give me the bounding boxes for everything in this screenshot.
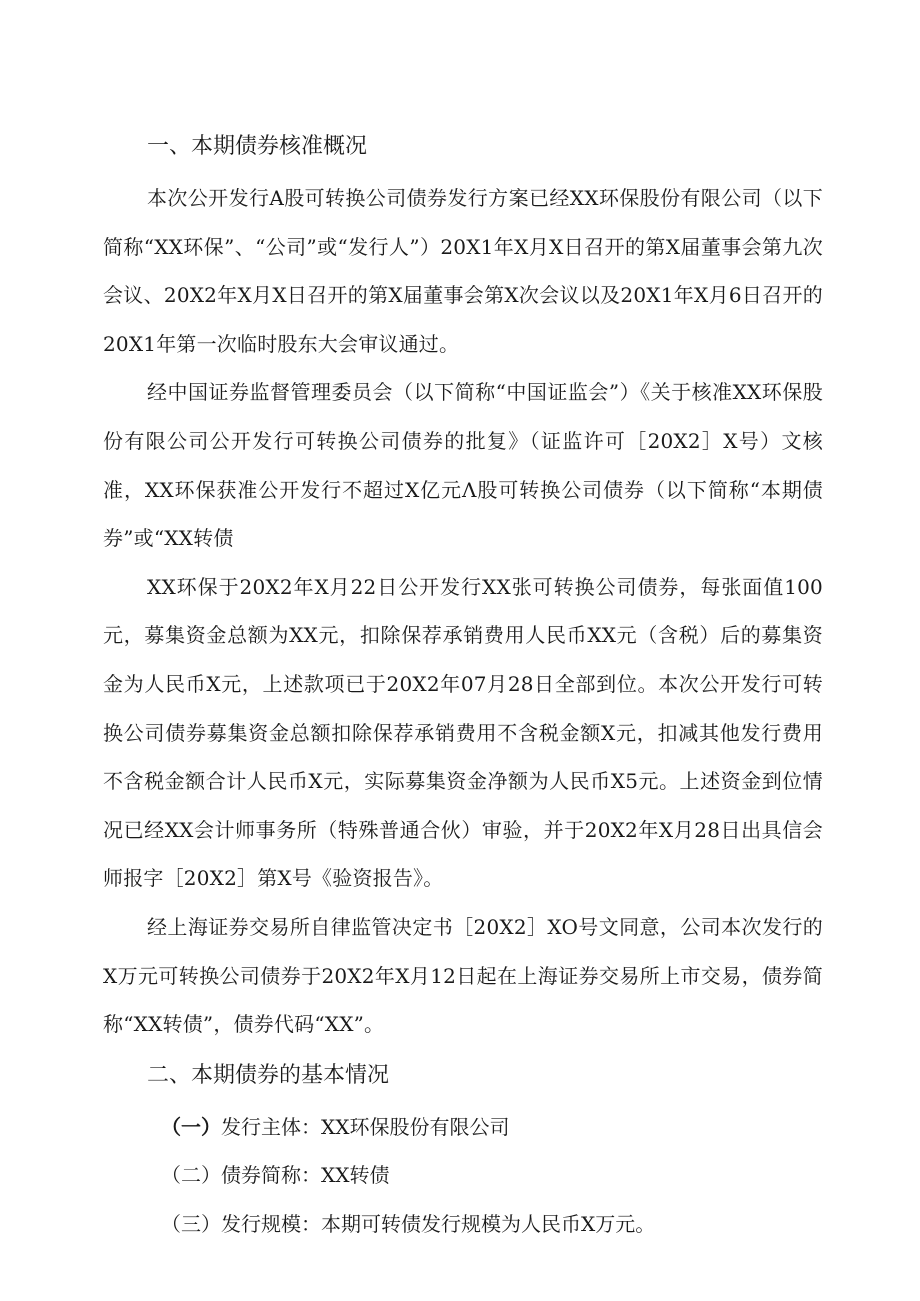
list-item-bond-short-name (103, 1151, 823, 1200)
section-heading-approval: 一、本期债券核准概况 (147, 134, 368, 159)
paragraph-listing: 经上海证券交易所自律监管决定书［20X2］XO号文同意，公司本次发行的X万元可转换公司债券于20X2年X月12日起在上海证券交易所上市交易，债券简称“XX转债”，债券代码“XX”。 (103, 914, 823, 1037)
paragraph-issuance-approval: 本次公开发行A股可转换公司债券发行方案已经XX环保股份有限公司（以下简称“XX环保”、“公司”或“发行人”）20X1年X月X日召开的第X届董事会第九次会议、20X2年X月X日召开的第X届董事会第X次会议以及20X1年X月6日召开的20X1年第一次临时股东大会审议通过。 (103, 186, 823, 356)
list-item-label: （一） (161, 1114, 221, 1139)
list-item-issue-size (103, 1200, 823, 1249)
list-item-label: （三） (161, 1211, 221, 1236)
list-item-text: 债券简称：XX转债 (221, 1163, 390, 1188)
list-item-text: 发行规模：本期可转债发行规模为人民币X万元。 (221, 1211, 656, 1236)
list-item-label: （二） (161, 1163, 221, 1188)
document-body (103, 120, 823, 1248)
paragraph-fund-raising: XX环保于20X2年X月22日公开发行XX张可转换公司债券，每张面值100元，募集资金总额为XX元，扣除保荐承销费用人民币XX元（含税）后的募集资金为人民币X元，上述款项已于20X2年07月28日全部到位。本次公开发行可转换公司债券募集资金总额扣除保荐承销费用不含税金额X元，扣减其他发行费用不含税金额合计人民币X元，实际募集资金净额为人民币X5元。上述资金到位情况已经XX会计师事务所（特殊普通合伙）审验，并于20X2年X月28日出具信会师报字［20X2］第X号《验资报告》。 (103, 574, 823, 891)
list-item-issuer (103, 1103, 823, 1152)
paragraph-csrc-approval: 经中国证券监督管理委员会（以下简称“中国证监会”）《关于核准XX环保股份有限公司公开发行可转换公司债券的批复》（证监许可［20X2］X号）文核准，XX环保获准公开发行不超过X亿元Λ股可转换公司债券（以下简称“本期债券”或“XX转债 (103, 380, 823, 551)
list-item-text: 发行主体：XX环保股份有限公司 (221, 1114, 510, 1139)
section-heading-basic-info: 二、本期债券的基本情况 (147, 1062, 390, 1088)
